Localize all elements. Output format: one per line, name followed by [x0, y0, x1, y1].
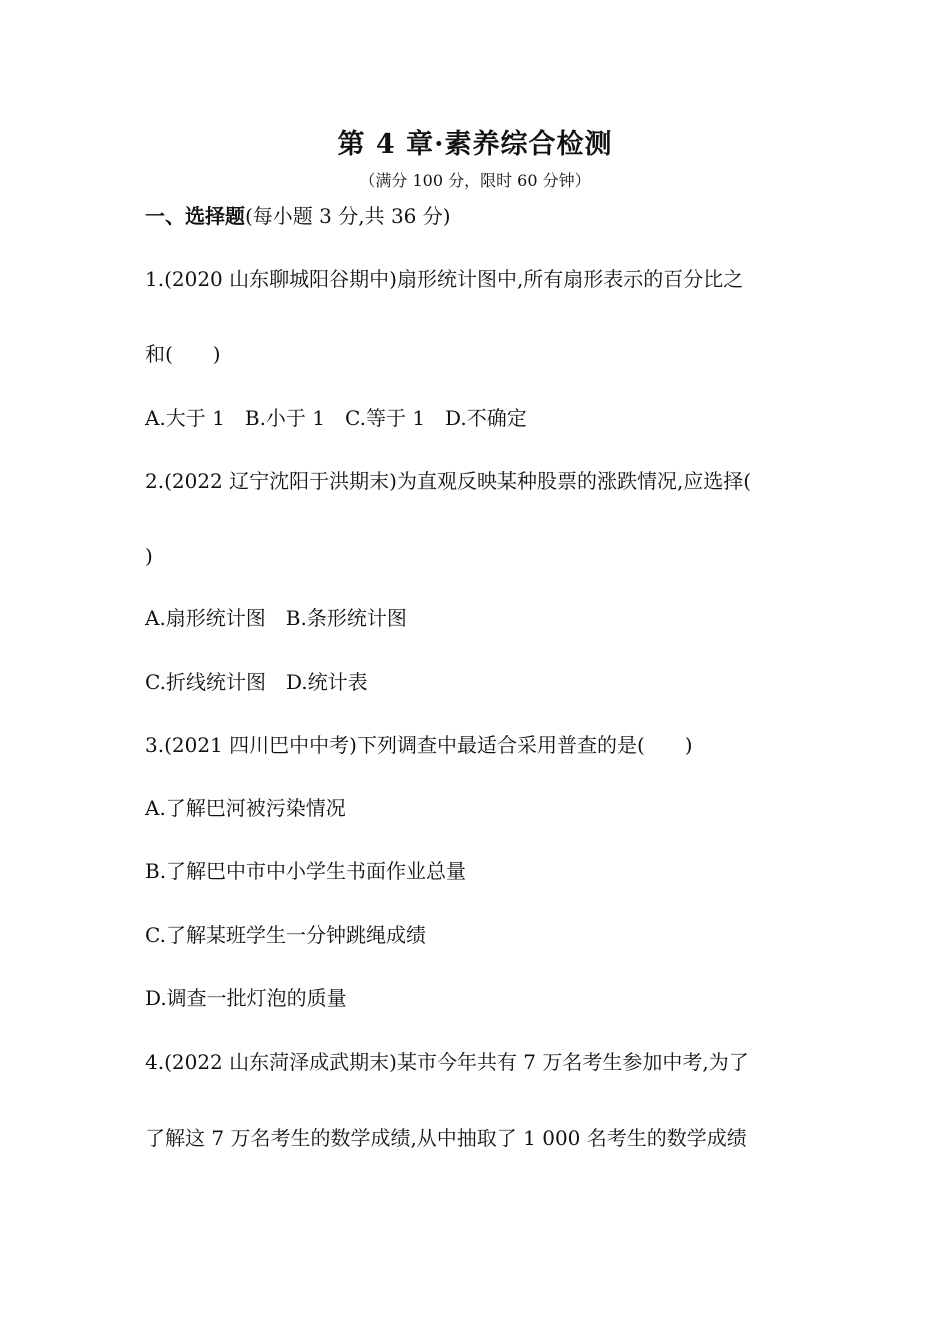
section-heading-label: 一、选择题 [145, 204, 245, 228]
q3-option-c: C.了解某班学生一分钟跳绳成绩 [145, 923, 426, 947]
page-subtitle: （满分 100 分，限时 60 分钟） [359, 171, 591, 190]
section-heading [145, 202, 815, 230]
q1-stem-line-1: 1.(2020 山东聊城阳谷期中)扇形统计图中,所有扇形表示的百分比之 [145, 267, 744, 291]
q1-options: A.大于 1 B.小于 1 C.等于 1 D.不确定 [145, 406, 527, 430]
q2-stem-line-1: 2.(2022 辽宁沈阳于洪期末)为直观反映某种股票的涨跌情况,应选择( [145, 469, 752, 493]
q3-option-b: B.了解巴中市中小学生书面作业总量 [145, 859, 467, 883]
section-heading-note: (每小题 3 分,共 36 分) [245, 204, 451, 228]
q1-stem-line-2: 和( ) [145, 342, 221, 366]
q4-stem-line-1: 4.(2022 山东菏泽成武期末)某市今年共有 7 万名考生参加中考,为了 [145, 1050, 749, 1074]
q4-stem-line-2: 了解这 7 万名考生的数学成绩,从中抽取了 1 000 名考生的数学成绩 [145, 1126, 747, 1150]
q2-options-cd: C.折线统计图 D.统计表 [145, 670, 368, 694]
q3-option-a: A.了解巴河被污染情况 [145, 796, 346, 820]
q2-stem-line-2: ) [145, 544, 153, 568]
q2-options-ab: A.扇形统计图 B.条形统计图 [145, 606, 407, 630]
q3-stem: 3.(2021 四川巴中中考)下列调查中最适合采用普查的是( ) [145, 733, 693, 757]
page-title: 第 4 章·素养综合检测 [337, 129, 613, 160]
q3-option-d: D.调查一批灯泡的质量 [145, 986, 347, 1010]
